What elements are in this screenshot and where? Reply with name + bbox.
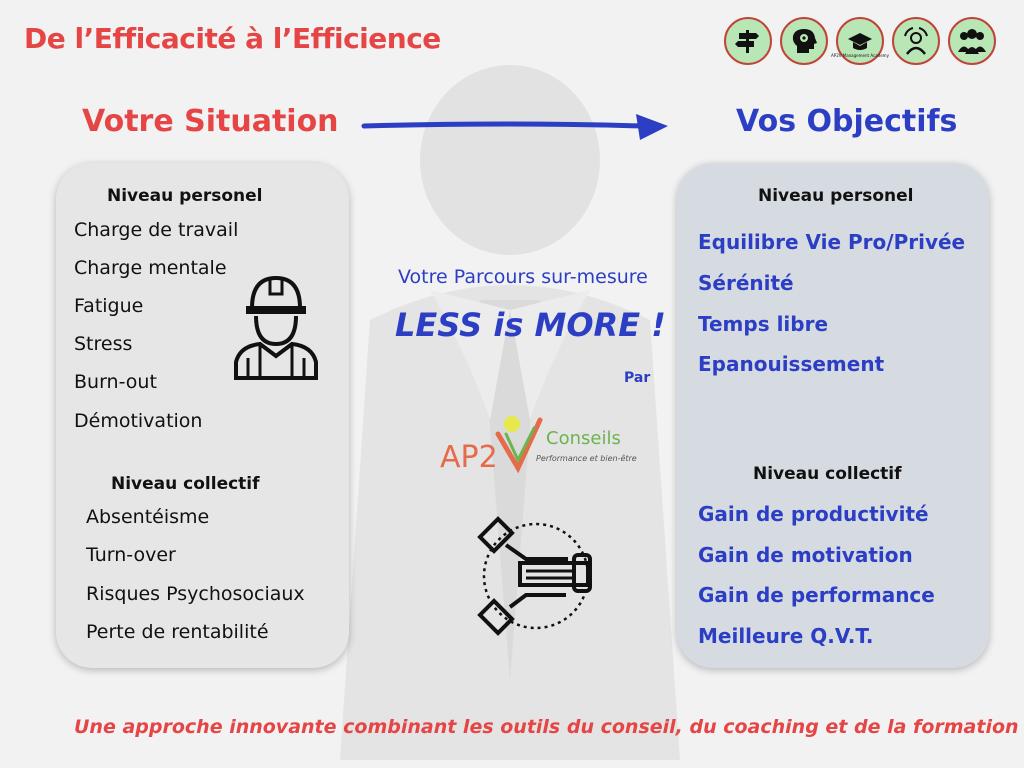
arrow-right-icon bbox=[360, 110, 672, 146]
right-collective-item: Gain de performance bbox=[698, 583, 935, 607]
logo-conseils-text: Conseils bbox=[546, 428, 621, 449]
academy-badge-text: AP2V Management Academy bbox=[831, 53, 889, 58]
situation-heading: Votre Situation bbox=[82, 104, 339, 139]
left-collective-item: Absentéisme bbox=[86, 506, 210, 528]
right-personal-label: Niveau personel bbox=[758, 186, 914, 206]
brain-gears-icon[interactable] bbox=[780, 17, 828, 65]
handshake-icon bbox=[476, 515, 596, 637]
header-icon-row bbox=[724, 17, 996, 65]
left-personal-item: Fatigue bbox=[74, 295, 144, 317]
ap2v-conseils-logo bbox=[440, 412, 640, 482]
left-collective-item: Turn-over bbox=[86, 544, 176, 566]
right-personal-item: Equilibre Vie Pro/Privée bbox=[698, 230, 966, 254]
objectives-heading: Vos Objectifs bbox=[736, 104, 958, 139]
left-personal-item: Charge mentale bbox=[74, 257, 227, 279]
right-collective-item: Meilleure Q.V.T. bbox=[698, 624, 874, 648]
mindset-refresh-icon[interactable] bbox=[892, 17, 940, 65]
page-title: De l’Efficacité à l’Efficience bbox=[24, 22, 441, 55]
left-personal-item: Burn-out bbox=[74, 371, 157, 393]
left-collective-item: Perte de rentabilité bbox=[86, 621, 269, 643]
logo-ap2-text: AP2 bbox=[440, 440, 498, 475]
left-collective-label: Niveau collectif bbox=[111, 474, 260, 494]
par-label: Par bbox=[624, 370, 651, 386]
left-collective-item: Risques Psychosociaux bbox=[86, 583, 305, 605]
right-personal-item: Temps libre bbox=[698, 312, 829, 336]
left-personal-item: Stress bbox=[74, 333, 133, 355]
left-personal-item: Charge de travail bbox=[74, 219, 239, 241]
left-personal-label: Niveau personel bbox=[107, 186, 263, 206]
less-is-more-slogan: LESS is MORE ! bbox=[395, 306, 666, 344]
background-person-silhouette bbox=[300, 60, 720, 760]
right-collective-item: Gain de productivité bbox=[698, 502, 929, 526]
right-personal-item: Epanouissement bbox=[698, 352, 885, 376]
construction-worker-icon bbox=[230, 272, 322, 382]
right-collective-item: Gain de motivation bbox=[698, 543, 913, 567]
parcours-subtitle: Votre Parcours sur-mesure bbox=[398, 266, 648, 288]
right-personal-item: Sérénité bbox=[698, 271, 794, 295]
team-icon[interactable] bbox=[948, 17, 996, 65]
right-collective-label: Niveau collectif bbox=[753, 464, 902, 484]
footer-tagline: Une approche innovante combinant les outils du conseil, du coaching et de la formation bbox=[74, 716, 1019, 738]
logo-tagline: Performance et bien-être bbox=[536, 454, 637, 463]
academy-cap-icon[interactable] bbox=[831, 17, 889, 65]
signpost-icon[interactable] bbox=[724, 17, 772, 65]
left-personal-item: Démotivation bbox=[74, 410, 203, 432]
